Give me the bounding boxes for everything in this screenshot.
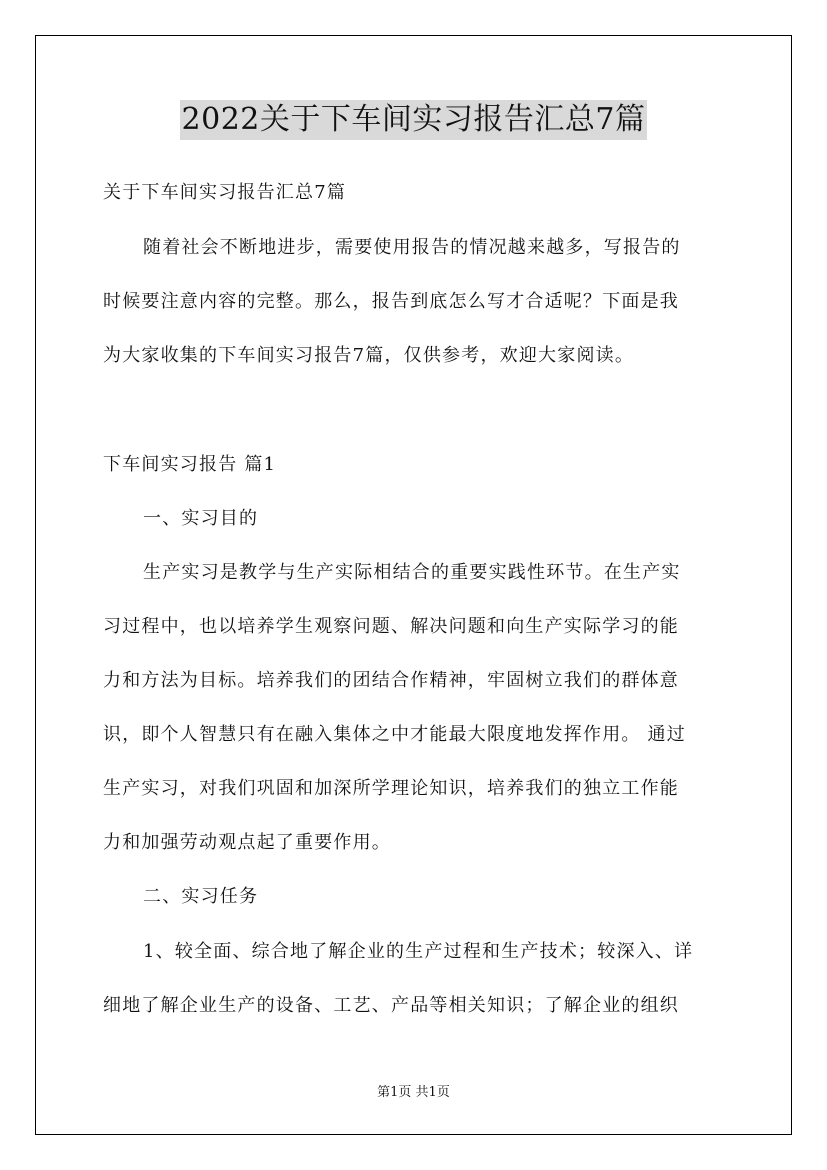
purpose-line-4: 识，即个人智慧只有在融入集体之中才能最大限度地发挥作用。 通过 xyxy=(103,724,686,745)
task-line-1: 1、较全面、综合地了解企业的生产过程和生产技术；较深入、详 xyxy=(143,941,694,962)
intro-line-2: 时候要注意内容的完整。那么，报告到底怎么写才合适呢？下面是我 xyxy=(103,291,679,312)
task-heading: 二、实习任务 xyxy=(143,886,259,907)
section-heading: 下车间实习报告 篇1 xyxy=(103,454,277,475)
purpose-line-1: 生产实习是教学与生产实际相结合的重要实践性环节。在生产实 xyxy=(143,562,681,583)
purpose-line-3: 力和方法为目标。培养我们的团结合作精神，牢固树立我们的群体意 xyxy=(103,670,679,691)
intro-line-3: 为大家收集的下车间实习报告7篇，仅供参考，欢迎大家阅读。 xyxy=(103,345,635,366)
purpose-heading: 一、实习目的 xyxy=(143,508,259,529)
page-footer: 第1页 共1页 xyxy=(377,1085,450,1100)
purpose-line-6: 力和加强劳动观点起了重要作用。 xyxy=(103,832,391,853)
document-subtitle: 关于下车间实习报告汇总7篇 xyxy=(103,182,347,203)
intro-line-1: 随着社会不断地进步，需要使用报告的情况越来越多，写报告的 xyxy=(143,237,681,258)
purpose-line-5: 生产实习，对我们巩固和加深所学理论知识，培养我们的独立工作能 xyxy=(103,778,679,799)
task-line-2: 细地了解企业生产的设备、工艺、产品等相关知识；了解企业的组织 xyxy=(103,995,679,1016)
title-container xyxy=(0,100,827,140)
document-title: 2022关于下车间实习报告汇总7篇 xyxy=(180,100,648,140)
purpose-line-2: 习过程中，也以培养学生观察问题、解决问题和向生产实际学习的能 xyxy=(103,616,679,637)
